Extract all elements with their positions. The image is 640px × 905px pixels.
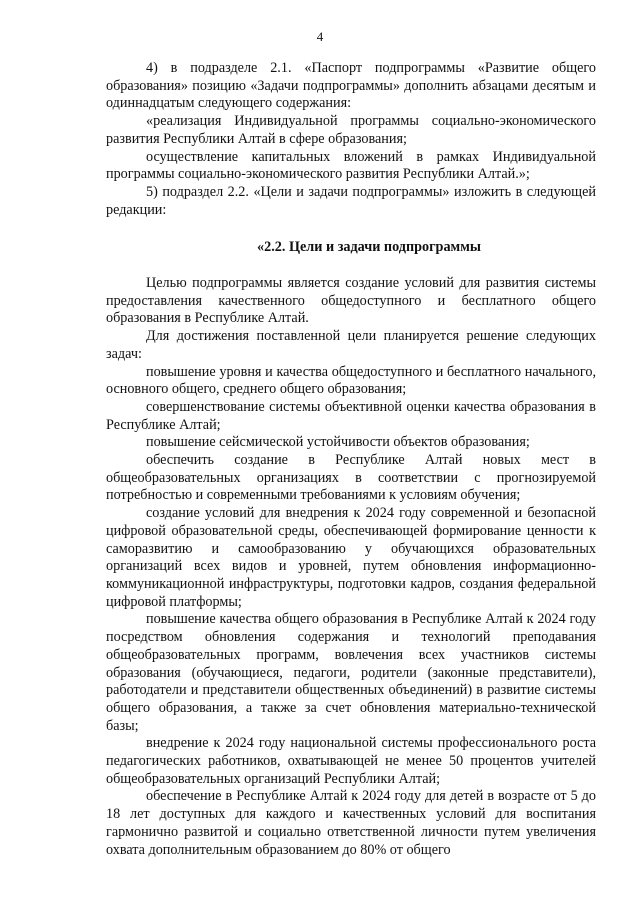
paragraph: Для достижения поставленной цели планируется решение следующих задач: xyxy=(106,328,596,362)
paragraph: обеспечение в Республике Алтай к 2024 году для детей в возрасте от 5 до 18 лет доступных для каждого и качественных условий для воспитания гармонично развитой и социально ответственной личности путем увеличения охвата дополнительным образованием до 80% от общего xyxy=(106,788,596,858)
section-heading: «2.2. Цели и задачи подпрограммы xyxy=(257,239,481,256)
paragraph: Целью подпрограммы является создание условий для развития системы предоставления качественного общедоступного и бесплатного общего образования в Республике Алтай. xyxy=(106,275,596,327)
paragraph: 5) подраздел 2.2. «Цели и задачи подпрограммы» изложить в следующей редакции: xyxy=(106,183,596,218)
document-body xyxy=(106,60,596,859)
page-number: 4 xyxy=(316,29,324,44)
paragraph: «реализация Индивидуальной программы социально-экономического развития Республики Алтай в сфере образования; xyxy=(106,113,596,147)
paragraph: создание условий для внедрения к 2024 году современной и безопасной цифровой образовательной среды, обеспечивающей формирование ценности к саморазвитию и самообразованию у обучающихся образовательных организаций всех видов и уровней, путем обновления информационно-коммуникационной инфраструктуры, подготовки кадров, создания федеральной цифровой платформы; xyxy=(106,505,596,610)
paragraph: повышение сейсмической устойчивости объектов образования; xyxy=(146,434,530,451)
paragraph: повышение качества общего образования в Республике Алтай к 2024 году посредством обновления содержания и технологий преподавания общеобразовательных программ, вовлечения всех участников системы образования (обучающиеся, педагоги, родители (законные представители), работодатели и представители общественных объединений) в развитие системы общего образования, а также за счет обновления материально-технической базы; xyxy=(106,611,596,734)
paragraph: осуществление капитальных вложений в рамках Индивидуальной программы социально-экономического развития Республики Алтай.»; xyxy=(106,148,596,183)
paragraph: внедрение к 2024 году национальной системы профессионального роста педагогических работников, охватывающей не менее 50 процентов учителей общеобразовательных организаций Республики Алтай; xyxy=(106,735,596,787)
paragraph: совершенствование системы объективной оценки качества образования в Республике Алтай; xyxy=(106,398,596,433)
paragraph: обеспечить создание в Республике Алтай новых мест в общеобразовательных организациях в соответствии с прогнозируемой потребностью и современными требованиями к условиям обучения; xyxy=(106,452,596,504)
paragraph: повышение уровня и качества общедоступного и бесплатного начального, основного общего, среднего общего образования; xyxy=(106,363,596,398)
paragraph: 4) в подразделе 2.1. «Паспорт подпрограммы «Развитие общего образования» позицию «Задачи подпрограммы» дополнить абзацами десятым и одиннадцатым следующего содержания: xyxy=(106,60,596,112)
